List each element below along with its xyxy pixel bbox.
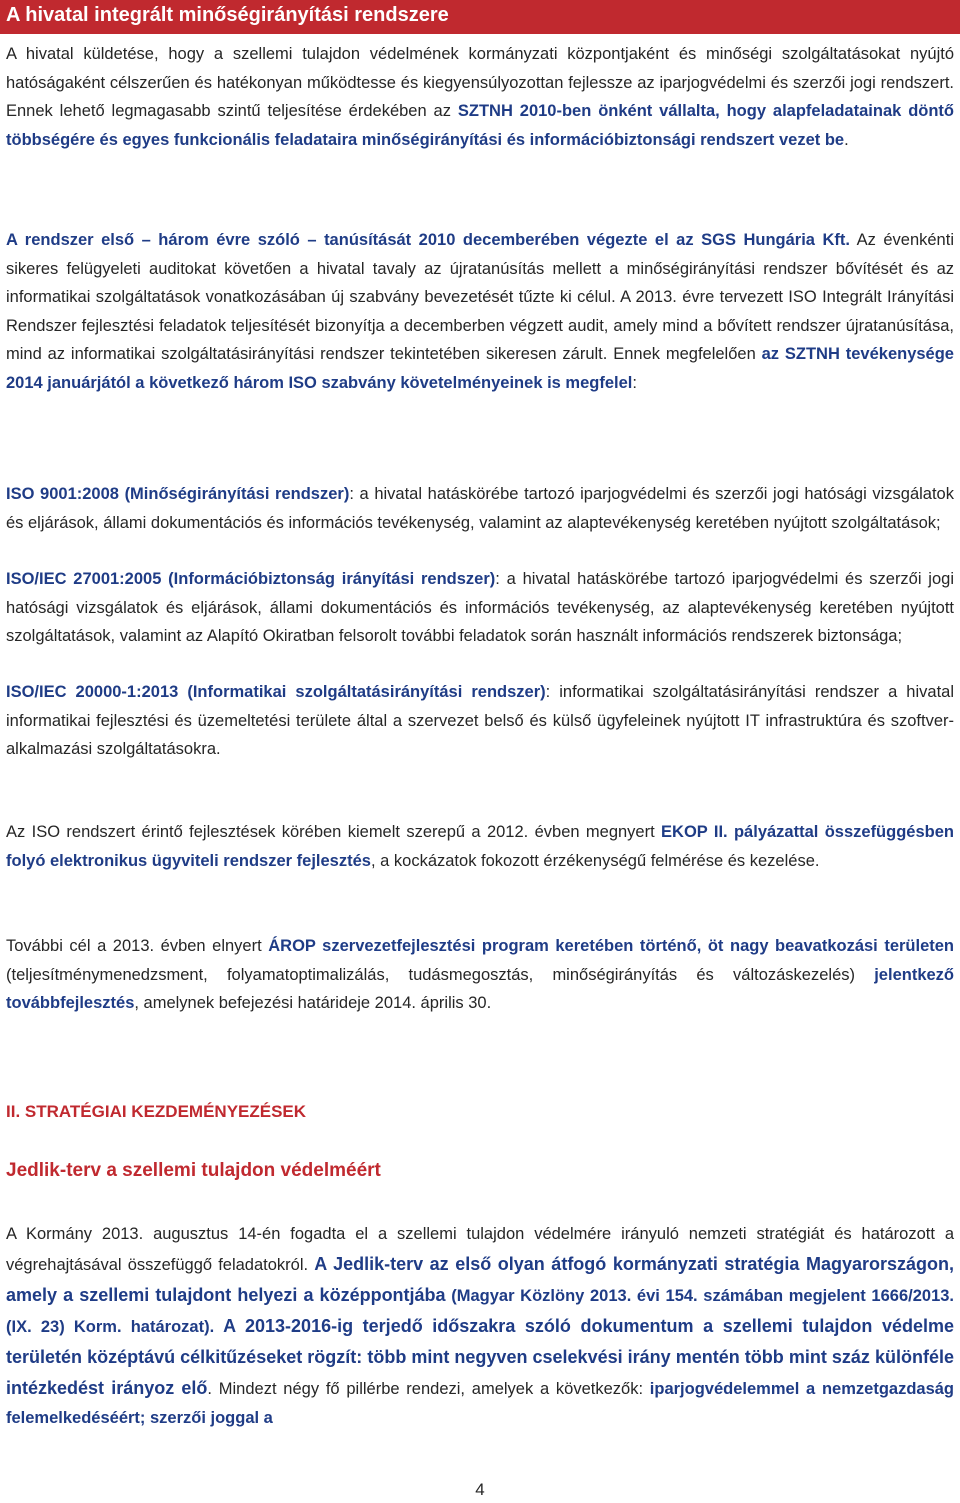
bold-run: (Magyar Közlöny 2013. évi 154. számában megjelent 1666/2013. (IX. 23) Korm. határozat). bbox=[6, 1286, 955, 1336]
certification-paragraph bbox=[6, 226, 954, 397]
text-run: : bbox=[632, 373, 637, 392]
arop-paragraph bbox=[6, 932, 954, 1018]
bold-run: iparjogvédelemmel a nemzetgazdaság felemelkedéséért; szerzői joggal a bbox=[6, 1379, 955, 1427]
text-run: Az ISO rendszert érintő fejlesztések körében kiemelt szerepű a 2012. évben megnyert bbox=[6, 823, 662, 841]
bold-run: SZTNH 2010-ben önként vállalta, hogy alapfeladatainak döntő többségére és egyes funkcionális feladataira minőségirányítási és információbiztonsági rendszert vezet be bbox=[6, 102, 954, 149]
bold-run: az SZTNH tevékenysége 2014 januárjától a következő három ISO szabvány követelményeinek is megfelel bbox=[6, 345, 954, 392]
text-run: : a hivatal hatáskörébe tartozó iparjogvédelmi és szerzői jogi hatósági vizsgálatok és eljárások, állami dokumentációs és információs tevékenység, az alaptevékenység keretében nyújtott szolgáltatások, valamint az Alapító Okiratban felsorolt további feladatok során használt információs rendszerek biztonsága; bbox=[6, 570, 954, 645]
bold-run: ISO 9001:2008 (Minőségirányítási rendszer) bbox=[6, 485, 350, 503]
text-run: : a hivatal hatáskörébe tartozó iparjogvédelmi és szerzői jogi hatósági vizsgálatok és eljárások, állami dokumentációs és információs tevékenység, valamint az alaptevékenység keretében nyújtott szolgáltatások; bbox=[6, 485, 954, 532]
bold-run: ISO/IEC 20000-1:2013 (Informatikai szolgáltatásirányítási rendszer) bbox=[6, 683, 546, 701]
bold-run: ÁROP szervezetfejlesztési program keretében történő, öt nagy beavatkozási területen bbox=[268, 937, 955, 955]
text-run: . bbox=[844, 130, 849, 149]
page-title: A hivatal integrált minőségirányítási rendszere bbox=[0, 0, 960, 34]
subsection-heading: Jedlik-terv a szellemi tulajdon védelméért bbox=[6, 1160, 381, 1181]
section-heading: II. STRATÉGIAI KEZDEMÉNYEZÉSEK bbox=[6, 1102, 307, 1121]
iso-9001-item bbox=[6, 480, 954, 537]
text-run: (teljesítménymenedzsment, folyamatoptimalizálás, tudásmegosztás, minőségirányítás és változáskezelés) bbox=[6, 965, 875, 984]
text-run: , amelynek befejezési határideje 2014. április 30. bbox=[134, 994, 492, 1012]
text-run: : informatikai szolgáltatásirányítási rendszer a hivatal informatikai fejlesztési és üzemeltetési területe által a szervezet belső és külső ügyfeleinek nyújtott IT infrastruktúra és szoftver-alkalmazási szolgáltatásokra. bbox=[6, 683, 954, 758]
text-run: További cél a 2013. évben elnyert bbox=[6, 937, 269, 955]
text-run: A Kormány 2013. augusztus 14-én fogadta el a szellemi tulajdon védelmére irányuló nemzeti stratégiát és határozott a végrehajtásával összefüggő feladatokról. bbox=[6, 1225, 954, 1274]
text-run: Az évenkénti sikeres felügyeleti auditokat követően a hivatal tavaly az újratanúsítás mellett a minőségirányítási rendszer bővítését és az informatikai szolgáltatások vonatkozásában új szabvány bevezetését tűzte ki célul. A 2013. évre tervezett ISO Integrált Irányítási Rendszer fejlesztési feladatok teljesítését bizonyítja a decemberben végzett audit, amely mind a bővített rendszer újratanúsítása, mind az informatikai szolgáltatásirányítási rendszer tekintetében sikeresen zárult. Ennek megfelelően bbox=[6, 231, 954, 363]
jedlik-paragraph bbox=[6, 1220, 954, 1432]
text-run: , a kockázatok fokozott érzékenységű felmérése és kezelése. bbox=[370, 851, 820, 870]
bold-run: ISO/IEC 27001:2005 (Információbiztonság irányítási rendszer) bbox=[6, 570, 496, 588]
bold-run: A Jedlik-terv az első olyan átfogó kormányzati stratégia Magyarországon, amely a szellemi tulajdont helyezi a középpontjába bbox=[6, 1253, 955, 1305]
bold-run: jelentkező továbbfejlesztés bbox=[6, 965, 954, 1012]
text-run: . Mindezt négy fő pillérbe rendezi, amelyek a következők: bbox=[207, 1379, 650, 1398]
ekop-paragraph bbox=[6, 818, 954, 875]
bold-run: A 2013-2016-ig terjedő időszakra szóló dokumentum a szellemi tulajdon védelme területén középtávú célkitűzéseket rögzít: több mint negyven cselekvési irány mentén több mint száz különféle intézkedést irányoz elő bbox=[6, 1315, 954, 1398]
page-number: 4 bbox=[475, 1480, 485, 1499]
iso-20000-item bbox=[6, 678, 954, 764]
bold-run: EKOP II. pályázattal összefüggésben folyó elektronikus ügyviteli rendszer fejlesztés bbox=[6, 823, 954, 870]
intro-paragraph bbox=[6, 40, 954, 154]
bold-run: A rendszer első – három évre szóló – tanúsítását 2010 decemberében végezte el az SGS Hungária Kft. bbox=[6, 231, 850, 249]
text-run: A hivatal küldetése, hogy a szellemi tulajdon védelmének kormányzati központjaként és minőségi szolgáltatásokat nyújtó hatóságaként célszerűen és hatékonyan működtesse és kiegyensúlyozottan fejlessze az iparjogvédelmi és szerzői jogi rendszert. Ennek lehető legmagasabb szintű teljesítése érdekében az bbox=[6, 45, 954, 120]
iso-27001-item bbox=[6, 565, 954, 651]
